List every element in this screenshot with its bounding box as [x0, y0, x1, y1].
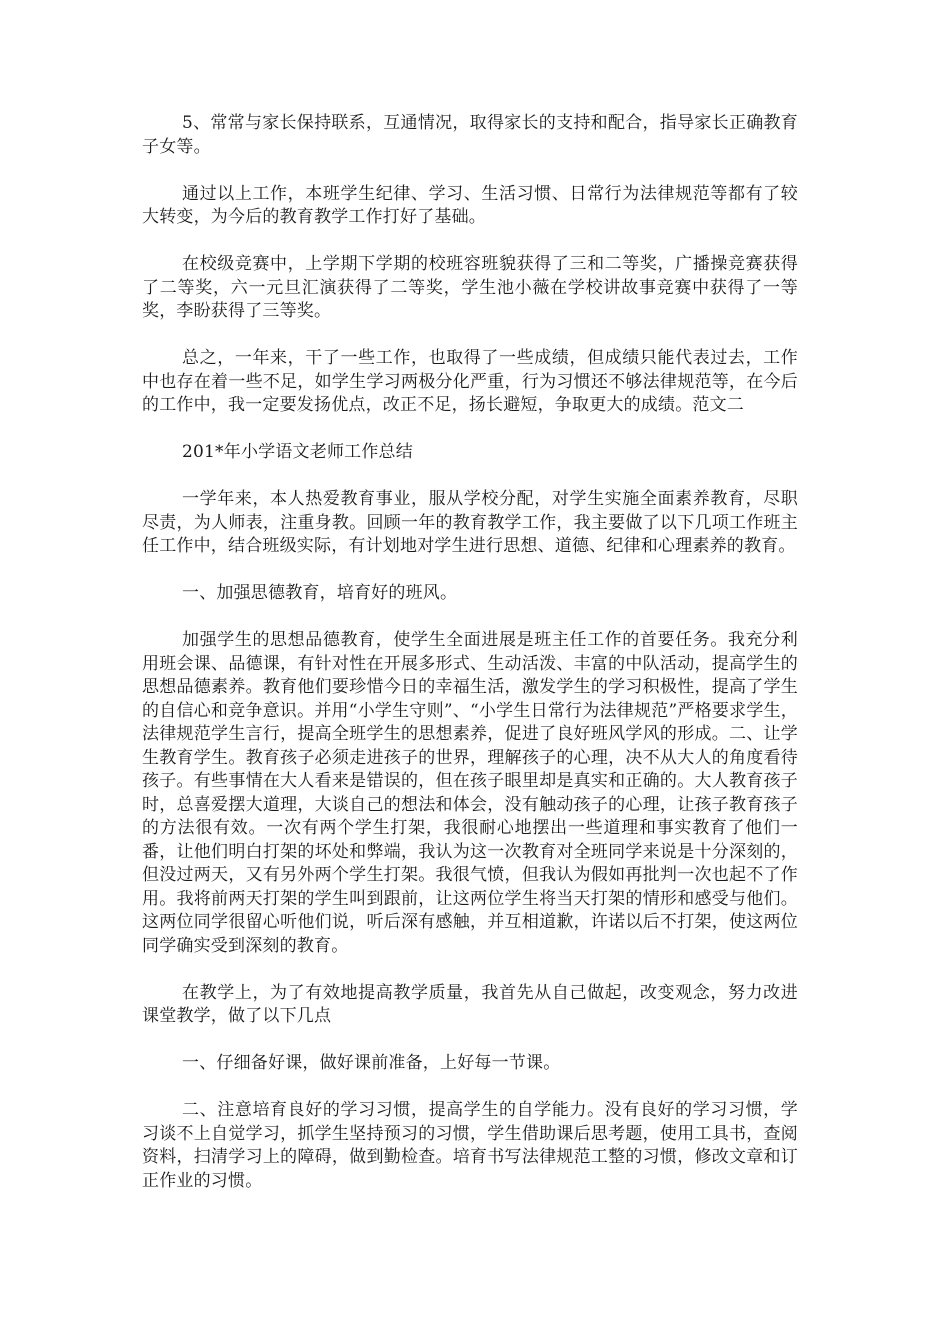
paragraph-moral-education: 加强学生的思想品德教育，使学生全面进展是班主任工作的首要任务。我充分利用班会课、品德课，有针对性在开展多形式、生动活泼、丰富的中队活动，提高学生的思想品德素养。教育他们要珍惜今日的幸福生活，激发学生的学习积极性，提高了学生的自信心和竞争意识。并用“小学生守则”、“小学生日常行为法律规范”严格要求学生，法律规范学生言行，提高全班学生的思想素养，促进了良好班风学风的形成。二、让学生教育学生。教育孩子必须走进孩子的世界，理解孩子的心理，决不从大人的角度看待孩子。有些事情在大人看来是错误的，但在孩子眼里却是真实和正确的。大人教育孩子时，总喜爱摆大道理，大谈自己的想法和体会，没有触动孩子的心理，让孩子教育孩子的方法很有效。一次有两个学生打架，我很耐心地摆出一些道理和事实教育了他们一番，让他们明白打架的坏处和弊端，我认为这一次教育对全班同学来说是十分深刻的，但没过两天，又有另外两个学生打架。我很气愤，但我认为假如再批判一次也起不了作用。我将前两天打架的学生叫到跟前，让这两位学生将当天打架的情形和感受与他们。这两位同学很留心听他们说，听后深有感触，并互相道歉，许诺以后不打架，使这两位同学确实受到深刻的教育。 [142, 630, 798, 956]
heading-moral-education: 一、加强思德教育，培育好的班风。 [182, 583, 458, 603]
paragraph-summary: 总之，一年来，干了一些工作，也取得了一些成绩，但成绩只能代表过去，工作中也存在着一些不足，如学生学习两极分化严重，行为习惯还不够法律规范等，在今后的工作中，我一定要发扬优点，改正不足，扬长避短，争取更大的成绩。范文二 [142, 348, 798, 415]
paragraph-intro: 一学年来，本人热爱教育事业，服从学校分配，对学生实施全面素养教育，尽职尽责，为人师表，注重身教。回顾一年的教育教学工作，我主要做了以下几项工作班主任工作中，结合班级实际，有计划地对学生进行思想、道德、纪律和心理素养的教育。 [142, 489, 798, 556]
heading-lesson-prep: 一、仔细备好课，做好课前准备，上好每一节课。 [182, 1053, 561, 1073]
section-title: 201*年小学语文老师工作总结 [182, 442, 413, 462]
paragraph-work-results: 通过以上工作，本班学生纪律、学习、生活习惯、日常行为法律规范等都有了较大转变，为今后的教育教学工作打好了基础。 [142, 183, 798, 227]
paragraph-contact-parents: 5、常常与家长保持联系，互通情况，取得家长的支持和配合，指导家长正确教育子女等。 [142, 113, 798, 157]
document-body [142, 112, 798, 1217]
paragraph-competition-awards: 在校级竞赛中，上学期下学期的校班容班貌获得了三和二等奖，广播操竞赛获得了二等奖，六一元旦汇演获得了二等奖，学生池小薇在学校讲故事竞赛中获得了一等奖，李盼获得了三等奖。 [142, 254, 798, 321]
paragraph-study-habits: 二、注意培育良好的学习习惯，提高学生的自学能力。没有良好的学习习惯，学习谈不上自觉学习，抓学生坚持预习的习惯，学生借助课后思考题，使用工具书，查阅资料，扫清学习上的障碍，做到勤检查。培育书写法律规范工整的习惯，修改文章和订正作业的习惯。 [142, 1100, 798, 1191]
paragraph-teaching: 在教学上，为了有效地提高教学质量，我首先从自己做起，改变观念，努力改进课堂教学，做了以下几点 [142, 982, 798, 1026]
